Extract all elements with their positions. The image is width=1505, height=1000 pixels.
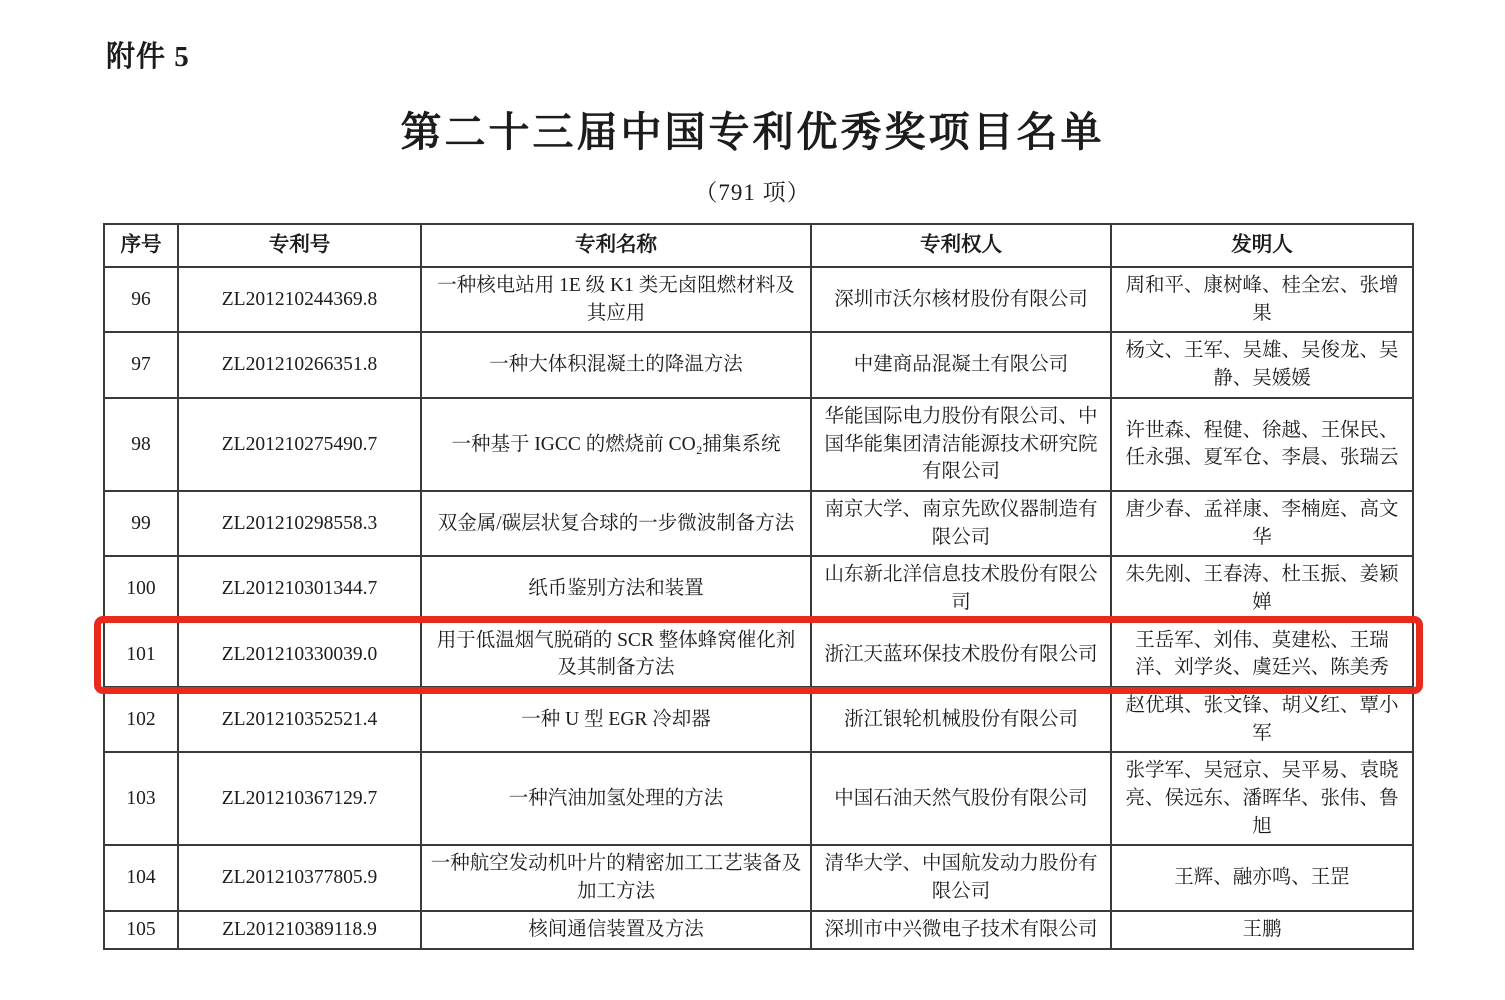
cell-patent-name: 一种航空发动机叶片的精密加工工艺装备及加工方法 bbox=[421, 845, 811, 910]
table-header-row bbox=[104, 224, 1413, 267]
cell-patentee: 山东新北洋信息技术股份有限公司 bbox=[811, 556, 1111, 621]
page-title: 第二十三届中国专利优秀奖项目名单 bbox=[400, 109, 1105, 155]
column-header: 发明人 bbox=[1111, 224, 1413, 267]
table-header bbox=[104, 224, 1413, 267]
cell-patent-number: ZL201210266351.8 bbox=[178, 332, 421, 397]
cell-patent-name: 一种核电站用 1E 级 K1 类无卤阻燃材料及其应用 bbox=[421, 267, 811, 332]
cell-patent-number: ZL201210298558.3 bbox=[178, 491, 421, 556]
cell-inventors: 朱先刚、王春涛、杜玉振、姜颖婵 bbox=[1111, 556, 1413, 621]
cell-row-number: 104 bbox=[104, 845, 178, 910]
cell-patent-name: 一种汽油加氢处理的方法 bbox=[421, 752, 811, 845]
table-row bbox=[104, 556, 1413, 621]
table-body bbox=[104, 267, 1413, 948]
cell-patentee: 深圳市中兴微电子技术有限公司 bbox=[811, 911, 1111, 949]
cell-inventors: 周和平、康树峰、桂全宏、张增果 bbox=[1111, 267, 1413, 332]
cell-patent-name: 核间通信装置及方法 bbox=[421, 911, 811, 949]
table-row bbox=[104, 622, 1413, 687]
cell-patentee: 浙江银轮机械股份有限公司 bbox=[811, 687, 1111, 752]
cell-patentee: 清华大学、中国航发动力股份有限公司 bbox=[811, 845, 1111, 910]
table-row bbox=[104, 687, 1413, 752]
column-header: 专利号 bbox=[178, 224, 421, 267]
cell-patentee: 浙江天蓝环保技术股份有限公司 bbox=[811, 622, 1111, 687]
table-row bbox=[104, 911, 1413, 949]
cell-patent-name: 一种大体积混凝土的降温方法 bbox=[421, 332, 811, 397]
cell-patentee: 中建商品混凝土有限公司 bbox=[811, 332, 1111, 397]
item-count-subtitle: （791 项） bbox=[694, 180, 811, 205]
attachment-label: 附件 5 bbox=[106, 41, 190, 73]
cell-inventors: 许世森、程健、徐越、王保民、任永强、夏军仓、李晨、张瑞云 bbox=[1111, 398, 1413, 491]
cell-inventors: 王鹏 bbox=[1111, 911, 1413, 949]
cell-inventors: 王辉、融亦鸣、王罡 bbox=[1111, 845, 1413, 910]
cell-patent-number: ZL201210377805.9 bbox=[178, 845, 421, 910]
column-header: 专利名称 bbox=[421, 224, 811, 267]
table-row bbox=[104, 267, 1413, 332]
cell-row-number: 101 bbox=[104, 622, 178, 687]
cell-row-number: 100 bbox=[104, 556, 178, 621]
cell-row-number: 103 bbox=[104, 752, 178, 845]
table-row bbox=[104, 845, 1413, 910]
cell-patent-number: ZL201210389118.9 bbox=[178, 911, 421, 949]
cell-patent-name: 一种 U 型 EGR 冷却器 bbox=[421, 687, 811, 752]
cell-inventors: 赵优琪、张文锋、胡义红、覃小军 bbox=[1111, 687, 1413, 752]
cell-patent-name: 双金属/碳层状复合球的一步微波制备方法 bbox=[421, 491, 811, 556]
table-row bbox=[104, 752, 1413, 845]
cell-row-number: 105 bbox=[104, 911, 178, 949]
cell-inventors: 唐少春、孟祥康、李楠庭、高文华 bbox=[1111, 491, 1413, 556]
cell-row-number: 98 bbox=[104, 398, 178, 491]
cell-patent-name: 一种基于 IGCC 的燃烧前 CO₂捕集系统 bbox=[421, 398, 811, 491]
cell-inventors: 王岳军、刘伟、莫建松、王瑞洋、刘学炎、虞廷兴、陈美秀 bbox=[1111, 622, 1413, 687]
cell-inventors: 张学军、吴冠京、吴平易、袁晓亮、侯远东、潘晖华、张伟、鲁旭 bbox=[1111, 752, 1413, 845]
cell-patent-name: 用于低温烟气脱硝的 SCR 整体蜂窝催化剂及其制备方法 bbox=[421, 622, 811, 687]
column-header: 专利权人 bbox=[811, 224, 1111, 267]
table-row bbox=[104, 332, 1413, 397]
cell-patentee: 南京大学、南京先欧仪器制造有限公司 bbox=[811, 491, 1111, 556]
cell-row-number: 96 bbox=[104, 267, 178, 332]
cell-patent-number: ZL201210275490.7 bbox=[178, 398, 421, 491]
cell-patentee: 中国石油天然气股份有限公司 bbox=[811, 752, 1111, 845]
patent-award-table bbox=[103, 223, 1414, 950]
cell-patent-name: 纸币鉴别方法和装置 bbox=[421, 556, 811, 621]
cell-patent-number: ZL201210367129.7 bbox=[178, 752, 421, 845]
cell-patent-number: ZL201210301344.7 bbox=[178, 556, 421, 621]
table-row bbox=[104, 398, 1413, 491]
cell-inventors: 杨文、王军、吴雄、吴俊龙、吴静、吴媛媛 bbox=[1111, 332, 1413, 397]
cell-row-number: 99 bbox=[104, 491, 178, 556]
cell-patent-number: ZL201210244369.8 bbox=[178, 267, 421, 332]
cell-patentee: 华能国际电力股份有限公司、中国华能集团清洁能源技术研究院有限公司 bbox=[811, 398, 1111, 491]
cell-row-number: 97 bbox=[104, 332, 178, 397]
cell-patentee: 深圳市沃尔核材股份有限公司 bbox=[811, 267, 1111, 332]
cell-patent-number: ZL201210330039.0 bbox=[178, 622, 421, 687]
table-row bbox=[104, 491, 1413, 556]
cell-row-number: 102 bbox=[104, 687, 178, 752]
column-header: 序号 bbox=[104, 224, 178, 267]
cell-patent-number: ZL201210352521.4 bbox=[178, 687, 421, 752]
